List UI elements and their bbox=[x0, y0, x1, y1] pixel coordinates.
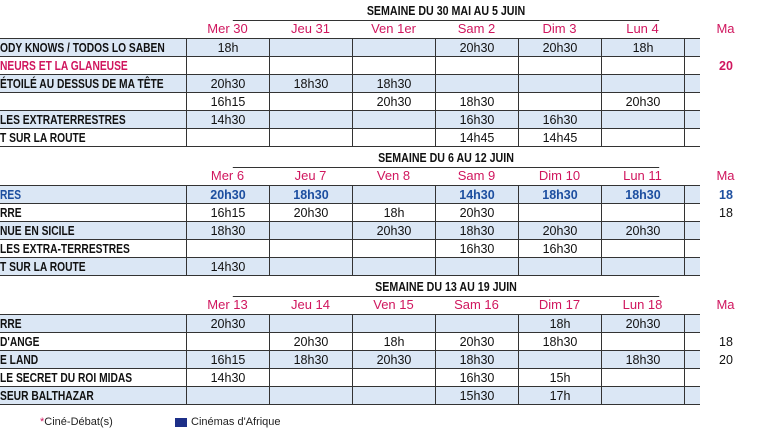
showtime-cell: 14h30 bbox=[186, 258, 269, 276]
showtime-cell bbox=[352, 129, 435, 147]
showtime-cell: 17h bbox=[518, 387, 601, 405]
film-row bbox=[0, 315, 700, 333]
showtime-cell bbox=[352, 387, 435, 405]
film-title: ODY KNOWS / TODOS LO SABEN bbox=[0, 41, 165, 55]
day-header: Jeu 31 bbox=[290, 21, 331, 36]
showtime-cell: 18h bbox=[352, 204, 435, 222]
showtime-cell bbox=[518, 57, 601, 75]
showtime-cell bbox=[435, 57, 518, 75]
showtime-cell bbox=[684, 129, 767, 147]
showtime-cell bbox=[518, 75, 601, 93]
showtime-cell bbox=[186, 57, 269, 75]
film-row bbox=[0, 39, 700, 57]
showtime-cell bbox=[601, 333, 684, 351]
film-title: T SUR LA ROUTE bbox=[0, 260, 86, 274]
day-header: Sam 2 bbox=[457, 21, 496, 36]
showtime-cell bbox=[518, 93, 601, 111]
film-title: RES bbox=[0, 188, 22, 202]
showtime-cell: 20h30 bbox=[435, 333, 518, 351]
day-header: Ma bbox=[716, 21, 735, 36]
day-header: Mer 30 bbox=[207, 21, 248, 36]
showtime-cell bbox=[269, 387, 352, 405]
legend-cine-debat bbox=[40, 414, 113, 430]
showtime-cell: 20h30 bbox=[518, 39, 601, 57]
showtime-cell bbox=[601, 258, 684, 276]
showtime-cell bbox=[435, 75, 518, 93]
showtime-cell bbox=[269, 111, 352, 129]
showtime-cell bbox=[186, 129, 269, 147]
film-row bbox=[0, 93, 700, 111]
showtime-cell bbox=[352, 258, 435, 276]
showtime-cell: 20h30 bbox=[352, 222, 435, 240]
film-title: RRE bbox=[0, 317, 22, 331]
showtime-cell: 18h30 bbox=[269, 186, 352, 204]
showtime-cell bbox=[186, 240, 269, 258]
showtime-cell: 15h bbox=[518, 369, 601, 387]
showtime-cell: 18h30 bbox=[435, 351, 518, 369]
film-row bbox=[0, 240, 700, 258]
film-row bbox=[0, 351, 733, 369]
day-header: Ven 15 bbox=[373, 297, 414, 312]
showtime-cell: 20h30 bbox=[601, 315, 684, 333]
day-header: Dim 10 bbox=[538, 168, 581, 183]
row-divider bbox=[0, 404, 700, 405]
showtime-cell bbox=[601, 387, 684, 405]
showtime-cell bbox=[601, 204, 684, 222]
showtime-cell bbox=[684, 387, 767, 405]
row-divider bbox=[0, 146, 700, 147]
day-header-row bbox=[186, 20, 735, 37]
showtime-cell: 18h30 bbox=[601, 186, 684, 204]
showtime-cell: 15h30 bbox=[435, 387, 518, 405]
showtime-cell bbox=[186, 333, 269, 351]
day-header: Dim 17 bbox=[538, 297, 581, 312]
showtime-cell: 20h30 bbox=[186, 75, 269, 93]
showtime-cell: 20 bbox=[684, 57, 767, 75]
showtime-cell: 16h15 bbox=[186, 204, 269, 222]
film-title: SEUR BALTHAZAR bbox=[0, 389, 94, 403]
showtime-cell: 18h30 bbox=[186, 222, 269, 240]
film-title: ÉTOILÉ AU DESSUS DE MA TÊTE bbox=[0, 77, 164, 91]
showtime-cell bbox=[352, 186, 435, 204]
showtime-cell bbox=[684, 39, 767, 57]
day-header: Sam 9 bbox=[457, 168, 496, 183]
showtime-cell bbox=[684, 240, 767, 258]
film-row bbox=[0, 75, 700, 93]
showtime-cell: 14h45 bbox=[518, 129, 601, 147]
showtime-cell: 20h30 bbox=[186, 186, 269, 204]
film-title: D'ANGE bbox=[0, 335, 40, 349]
showtime-cell: 18h30 bbox=[601, 351, 684, 369]
showtime-cell bbox=[269, 240, 352, 258]
week-title: SEMAINE DU 13 AU 19 JUIN bbox=[233, 278, 659, 297]
film-row bbox=[0, 129, 700, 147]
showtime-cell bbox=[684, 111, 767, 129]
showtime-cell: 20h30 bbox=[269, 204, 352, 222]
day-header: Ven 8 bbox=[376, 168, 411, 183]
showtime-cell bbox=[435, 315, 518, 333]
film-title: LES EXTRA-TERRESTRES bbox=[0, 242, 130, 256]
showtime-cell bbox=[269, 129, 352, 147]
showtime-cell: 14h30 bbox=[186, 369, 269, 387]
day-header: Jeu 14 bbox=[290, 297, 331, 312]
film-title: T SUR LA ROUTE bbox=[0, 131, 86, 145]
showtime-cell: 14h30 bbox=[435, 186, 518, 204]
showtime-cell: 16h30 bbox=[518, 111, 601, 129]
showtime-cell: 20h30 bbox=[352, 93, 435, 111]
day-header: Jeu 7 bbox=[294, 168, 327, 183]
showtime-cell: 18h30 bbox=[352, 75, 435, 93]
film-title: RRE bbox=[0, 206, 22, 220]
film-row bbox=[0, 387, 700, 405]
film-row bbox=[0, 258, 700, 276]
day-header-row bbox=[186, 167, 735, 184]
showtime-cell bbox=[269, 39, 352, 57]
showtime-cell bbox=[684, 93, 767, 111]
day-header-row bbox=[186, 296, 735, 313]
film-row bbox=[0, 369, 700, 387]
day-header: Mer 13 bbox=[207, 297, 248, 312]
showtime-cell: 16h15 bbox=[186, 93, 269, 111]
day-header: Lun 18 bbox=[622, 297, 663, 312]
showtime-cell bbox=[352, 240, 435, 258]
showtime-cell bbox=[684, 75, 767, 93]
showtime-cell bbox=[601, 129, 684, 147]
showtime-cell bbox=[601, 240, 684, 258]
showtime-cell bbox=[269, 315, 352, 333]
week-title: SEMAINE DU 30 MAI AU 5 JUIN bbox=[233, 2, 659, 21]
legend-swatch bbox=[175, 418, 187, 427]
showtime-cell: 16h30 bbox=[435, 111, 518, 129]
showtime-cell: 18h30 bbox=[435, 93, 518, 111]
showtime-cell bbox=[352, 111, 435, 129]
showtime-cell: 18h30 bbox=[435, 222, 518, 240]
showtime-cell bbox=[269, 57, 352, 75]
film-title: E LAND bbox=[0, 353, 39, 367]
showtime-cell: 18h30 bbox=[518, 186, 601, 204]
showtime-cell: 16h30 bbox=[435, 240, 518, 258]
film-row bbox=[0, 222, 700, 240]
showtime-cell bbox=[518, 204, 601, 222]
showtime-cell: 20h30 bbox=[601, 222, 684, 240]
showtime-cell bbox=[186, 387, 269, 405]
showtime-cell: 20h30 bbox=[435, 39, 518, 57]
showtime-cell: 18 bbox=[684, 186, 767, 204]
day-header: Lun 4 bbox=[626, 21, 659, 36]
showtime-cell: 18h30 bbox=[269, 351, 352, 369]
showtime-cell: 18h30 bbox=[269, 75, 352, 93]
row-divider bbox=[0, 275, 700, 276]
day-header: Mer 6 bbox=[210, 168, 245, 183]
legend-cinemas-afrique bbox=[175, 414, 281, 430]
showtime-cell bbox=[352, 369, 435, 387]
showtime-cell bbox=[601, 57, 684, 75]
showtime-cell bbox=[269, 258, 352, 276]
day-header: Ma bbox=[716, 297, 735, 312]
legend-star: * bbox=[40, 416, 45, 428]
showtime-cell: 20h30 bbox=[269, 333, 352, 351]
day-header: Ma bbox=[716, 168, 735, 183]
showtime-cell bbox=[269, 222, 352, 240]
day-header: Lun 11 bbox=[623, 168, 662, 183]
showtime-cell bbox=[269, 369, 352, 387]
film-title: LES EXTRATERRESTRES bbox=[0, 113, 126, 127]
showtime-cell bbox=[352, 39, 435, 57]
showtime-cell bbox=[601, 75, 684, 93]
showtime-cell bbox=[684, 222, 767, 240]
day-header: Ven 1er bbox=[371, 21, 416, 36]
showtime-cell bbox=[352, 57, 435, 75]
showtime-cell: 18h bbox=[601, 39, 684, 57]
day-header: Dim 3 bbox=[542, 21, 577, 36]
showtime-cell: 20h30 bbox=[352, 351, 435, 369]
showtime-cell: 16h15 bbox=[186, 351, 269, 369]
showtime-cell: 18 bbox=[684, 333, 767, 351]
film-title: LE SECRET DU ROI MIDAS bbox=[0, 371, 133, 385]
legend-cinemas-afrique-label: Cinémas d'Afrique bbox=[191, 416, 281, 428]
showtime-cell: 14h30 bbox=[186, 111, 269, 129]
showtime-cell bbox=[269, 93, 352, 111]
film-title: NUE EN SICILE bbox=[0, 224, 75, 238]
showtime-cell bbox=[601, 111, 684, 129]
showtime-cell: 20h30 bbox=[601, 93, 684, 111]
showtime-cell: 20 bbox=[684, 351, 767, 369]
showtime-cell: 18h bbox=[352, 333, 435, 351]
film-row bbox=[0, 333, 733, 351]
week-title: SEMAINE DU 6 AU 12 JUIN bbox=[233, 149, 659, 168]
showtime-cell: 20h30 bbox=[186, 315, 269, 333]
showtime-cell: 18h30 bbox=[518, 333, 601, 351]
showtime-cell bbox=[518, 351, 601, 369]
showtime-cell: 20h30 bbox=[518, 222, 601, 240]
showtime-cell: 20h30 bbox=[435, 204, 518, 222]
showtime-cell bbox=[684, 369, 767, 387]
showtime-cell bbox=[518, 258, 601, 276]
showtime-cell: 18h bbox=[186, 39, 269, 57]
showtime-cell: 18 bbox=[684, 204, 767, 222]
film-row bbox=[0, 186, 733, 204]
showtime-cell bbox=[352, 315, 435, 333]
film-title: NEURS ET LA GLANEUSE bbox=[0, 59, 128, 73]
showtime-cell: 16h30 bbox=[435, 369, 518, 387]
showtime-cell bbox=[601, 369, 684, 387]
showtime-cell bbox=[684, 315, 767, 333]
showtime-cell: 16h30 bbox=[518, 240, 601, 258]
showtime-cell: 18h bbox=[518, 315, 601, 333]
legend-cine-debat-label: Ciné-Débat(s) bbox=[44, 416, 113, 428]
film-row bbox=[0, 204, 733, 222]
showtime-cell bbox=[435, 258, 518, 276]
showtime-cell bbox=[684, 258, 767, 276]
day-header: Sam 16 bbox=[454, 297, 499, 312]
showtime-cell: 14h45 bbox=[435, 129, 518, 147]
film-row bbox=[0, 57, 733, 75]
film-row bbox=[0, 111, 700, 129]
